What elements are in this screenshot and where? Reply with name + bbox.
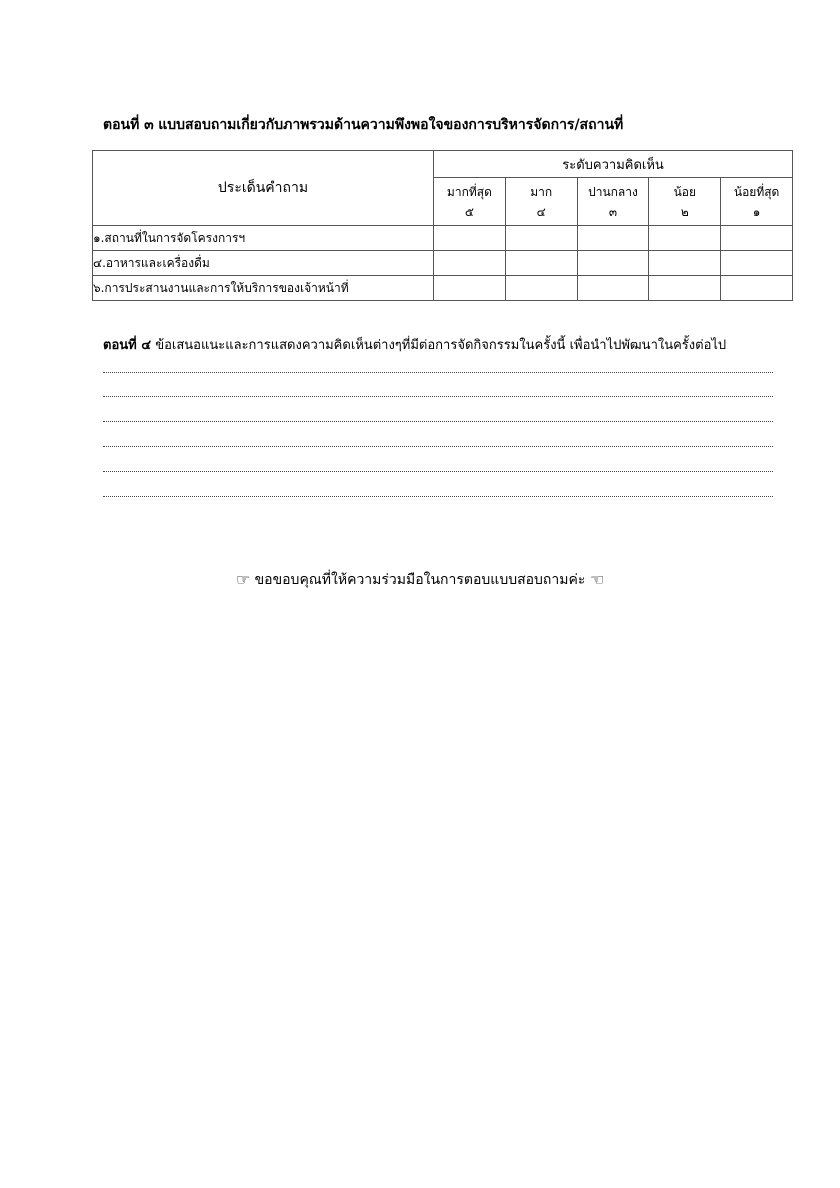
rating-cell-1[interactable] xyxy=(721,276,793,301)
rating-cell-4[interactable] xyxy=(505,251,577,276)
level-5-header xyxy=(434,178,506,226)
level-label: มาก xyxy=(530,185,553,199)
level-number: ๓ xyxy=(608,205,618,219)
table-row xyxy=(93,251,793,276)
question-item: ๔.อาหารและเครื่องดื่ม xyxy=(93,251,434,276)
level-number: ๒ xyxy=(680,205,689,219)
level-4-header xyxy=(505,178,577,226)
opinion-level-header: ระดับความคิดเห็น xyxy=(434,151,793,178)
level-number: ๔ xyxy=(536,205,546,219)
rating-cell-5[interactable] xyxy=(434,226,506,251)
rating-cell-2[interactable] xyxy=(649,226,721,251)
level-2-header xyxy=(649,178,721,226)
section-3-heading xyxy=(103,115,763,135)
section-3-lead: ตอนที่ ๓ xyxy=(103,117,154,133)
question-item: ๑.สถานที่ในการจัดโครงการฯ xyxy=(93,226,434,251)
rating-cell-2[interactable] xyxy=(649,251,721,276)
level-number: ๑ xyxy=(752,205,761,219)
comment-line[interactable] xyxy=(103,496,773,497)
thank-you-text: ขอขอบคุณที่ให้ความร่วมมือในการตอบแบบสอบถามค่ะ xyxy=(254,572,586,588)
comment-line[interactable] xyxy=(103,372,773,373)
section-4-heading xyxy=(103,336,783,356)
thank-you-message xyxy=(0,568,840,592)
level-label: น้อยที่สุด xyxy=(733,185,780,199)
rating-cell-3[interactable] xyxy=(577,276,649,301)
section-4-text: ข้อเสนอแนะและการแสดงความคิดเห็นต่างๆที่มีต่อการจัดกิจกรรมในครั้งนี้ เพื่อนำไปพัฒนาในครั้งต่อไป xyxy=(155,338,727,353)
satisfaction-table xyxy=(92,150,793,301)
level-label: น้อย xyxy=(673,185,697,199)
level-number: ๕ xyxy=(464,205,474,219)
level-label: มากที่สุด xyxy=(446,185,492,199)
rating-cell-3[interactable] xyxy=(577,226,649,251)
pointing-hand-icon: ☜ xyxy=(235,570,251,589)
table-row xyxy=(93,276,793,301)
pointing-hand-icon: ☜ xyxy=(589,570,605,589)
level-1-header xyxy=(721,178,793,226)
level-3-header xyxy=(577,178,649,226)
section-3-title: แบบสอบถามเกี่ยวกับภาพรวมด้านความพึงพอใจของการบริหารจัดการ/สถานที่ xyxy=(158,117,624,133)
rating-cell-4[interactable] xyxy=(505,276,577,301)
rating-cell-5[interactable] xyxy=(434,251,506,276)
rating-cell-3[interactable] xyxy=(577,251,649,276)
comment-line[interactable] xyxy=(103,446,773,447)
rating-cell-4[interactable] xyxy=(505,226,577,251)
comment-line[interactable] xyxy=(103,421,773,422)
level-label: ปานกลาง xyxy=(588,185,638,199)
question-header: ประเด็นคำถาม xyxy=(93,151,434,226)
rating-cell-1[interactable] xyxy=(721,251,793,276)
table-row xyxy=(93,226,793,251)
rating-cell-5[interactable] xyxy=(434,276,506,301)
section-4-lead: ตอนที่ ๔ xyxy=(103,338,152,353)
rating-cell-1[interactable] xyxy=(721,226,793,251)
comment-line[interactable] xyxy=(103,396,773,397)
question-item: ๖.การประสานงานและการให้บริการของเจ้าหน้าที่ xyxy=(93,276,434,301)
comment-line[interactable] xyxy=(103,471,773,472)
rating-cell-2[interactable] xyxy=(649,276,721,301)
